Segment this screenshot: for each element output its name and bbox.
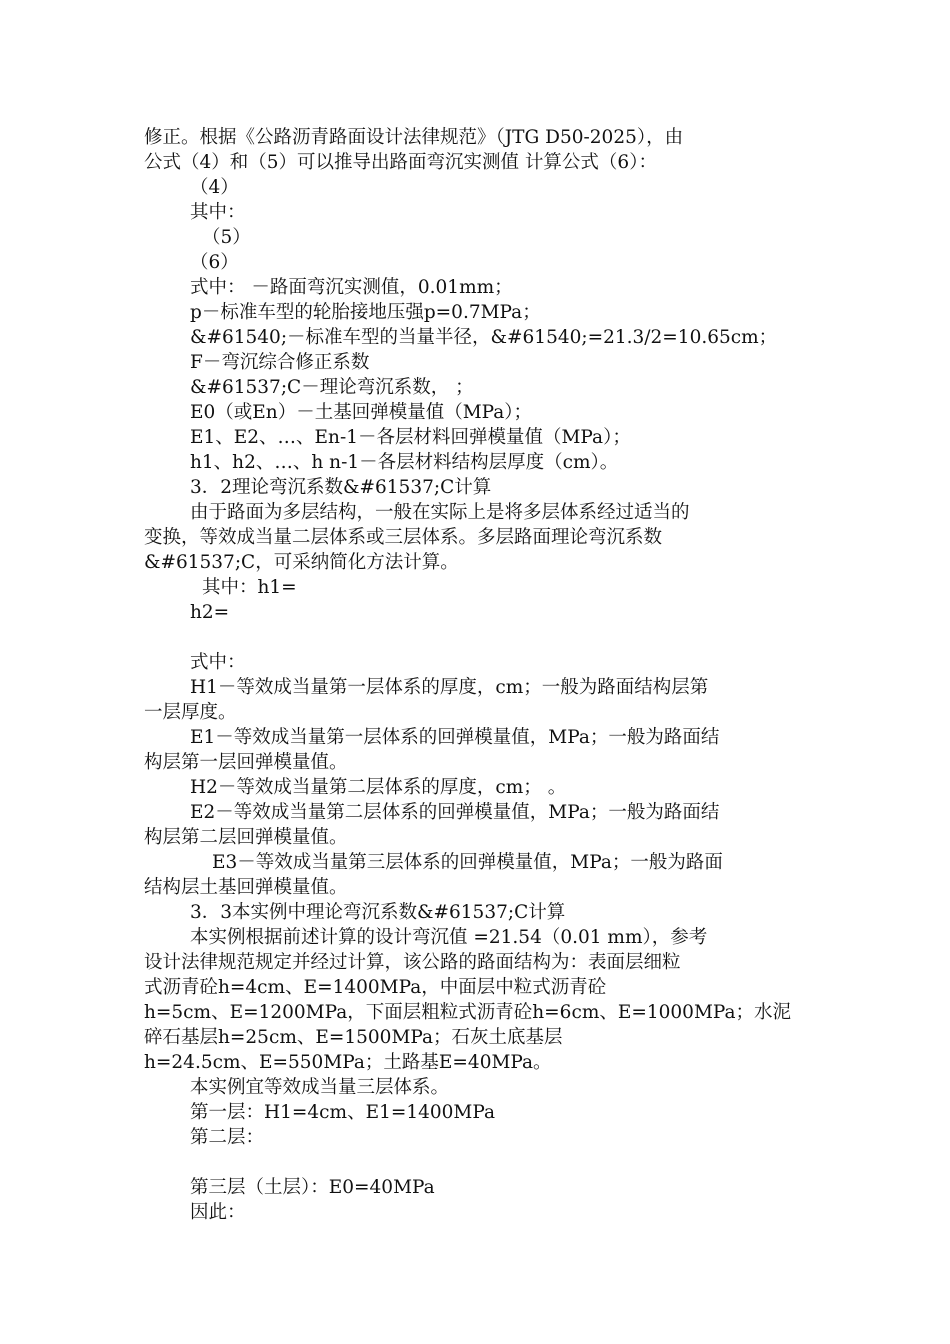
text-line: E1、E2、…、En-1－各层材料回弹模量值（MPa）； bbox=[190, 427, 631, 448]
text-line: 由于路面为多层结构，一般在实际上是将多层体系经过适当的 bbox=[190, 502, 690, 523]
text-line: 构层第一层回弹模量值。 bbox=[144, 752, 348, 773]
text-line: 第二层： bbox=[190, 1127, 265, 1148]
text-line: F－弯沉综合修正系数 bbox=[190, 352, 370, 373]
text-line: h2= bbox=[190, 602, 230, 623]
text-line: 式沥青砼h=4cm、E=1400MPa，中面层中粒式沥青砼 bbox=[144, 977, 607, 998]
text-line: 碎石基层h=25cm、E=1500MPa；石灰土底基层 bbox=[144, 1027, 563, 1048]
text-line: H2－等效成当量第二层体系的厚度，cm； 。 bbox=[190, 777, 567, 798]
text-line: 其中：h1= bbox=[202, 577, 297, 598]
text-line: 第三层（土层）：E0=40MPa bbox=[190, 1177, 435, 1198]
text-line: 一层厚度。 bbox=[144, 702, 237, 723]
equation-number: （4） bbox=[190, 177, 239, 198]
text-line: 因此： bbox=[190, 1202, 246, 1223]
text-line: 变换，等效成当量二层体系或三层体系。多层路面理论弯沉系数 bbox=[144, 527, 663, 548]
text-line: 本实例宜等效成当量三层体系。 bbox=[190, 1077, 450, 1098]
text-line: 结构层土基回弹模量值。 bbox=[144, 877, 348, 898]
text-line: 其中： bbox=[190, 202, 246, 223]
text-line: p－标准车型的轮胎接地压强p=0.7MPa； bbox=[190, 302, 541, 323]
text-line: 第一层：H1=4cm、E1=1400MPa bbox=[190, 1102, 496, 1123]
text-line: 公式（4）和（5）可以推导出路面弯沉实测值 计算公式（6）： bbox=[144, 152, 657, 173]
text-line: E0（或En）－土基回弹模量值（MPa）； bbox=[190, 402, 533, 423]
text-line: h1、h2、…、h n-1－各层材料结构层厚度（cm）。 bbox=[190, 452, 619, 473]
text-line: &#61540;－标准车型的当量半径，&#61540;=21.3/2=10.65cm； bbox=[190, 327, 778, 348]
text-line: h=5cm、E=1200MPa，下面层粗粒式沥青砼h=6cm、E=1000MPa；水泥 bbox=[144, 1002, 792, 1023]
text-line: 设计法律规范规定并经过计算，该公路的路面结构为：表面层细粒 bbox=[144, 952, 681, 973]
text-line: 本实例根据前述计算的设计弯沉值 =21.54（0.01 mm），参考 bbox=[190, 927, 708, 948]
text-line: &#61537;C－理论弯沉系数， ； bbox=[190, 377, 474, 398]
text-line: h=24.5cm、E=550MPa；土路基E=40MPa。 bbox=[144, 1052, 552, 1073]
equation-number: （6） bbox=[190, 252, 239, 273]
text-line: 构层第二层回弹模量值。 bbox=[144, 827, 348, 848]
text-line: &#61537;C，可采纳简化方法计算。 bbox=[144, 552, 459, 573]
text-line: E1－等效成当量第一层体系的回弹模量值，MPa；一般为路面结 bbox=[190, 727, 720, 748]
text-line: H1－等效成当量第一层体系的厚度，cm；一般为路面结构层第 bbox=[190, 677, 709, 698]
equation-number: （5） bbox=[202, 227, 251, 248]
text-line: E3－等效成当量第三层体系的回弹模量值，MPa；一般为路面 bbox=[212, 852, 723, 873]
text-line: 式中： －路面弯沉实测值，0.01mm； bbox=[190, 277, 513, 298]
text-line: 修正。根据《公路沥青路面设计法律规范》（JTG D50-2025），由 bbox=[144, 127, 684, 148]
section-heading: 3．2理论弯沉系数&#61537;C计算 bbox=[190, 477, 492, 498]
section-heading: 3．3本实例中理论弯沉系数&#61537;C计算 bbox=[190, 902, 566, 923]
text-line: E2－等效成当量第二层体系的回弹模量值，MPa；一般为路面结 bbox=[190, 802, 720, 823]
text-line: 式中： bbox=[190, 652, 246, 673]
